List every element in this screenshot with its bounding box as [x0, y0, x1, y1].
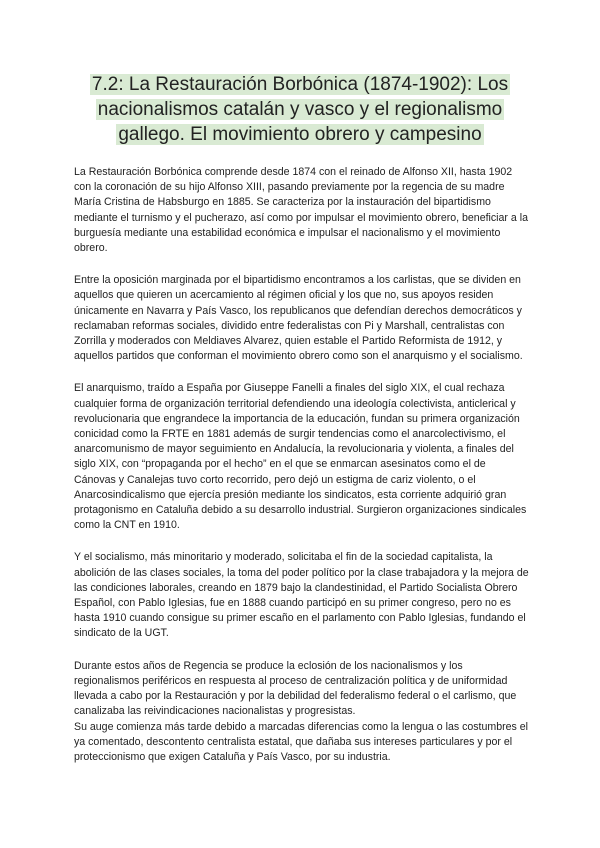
document-body [74, 165, 530, 782]
title-highlight: 7.2: La Restauración Borbónica (1874-1902): Los nacionalismos catalán y vasco y el regionalismo gallego. El movimiento obrero y campesino [91, 74, 509, 145]
paragraph-oposicion: Entre la oposición marginada por el bipartidismo encontramos a los carlistas, que se dividen en aquellos que quieren un acercamiento al régimen oficial y los que no, sus apoyos residen únicamente en Navarra y País Vasco, los republicanos que defendían derechos democráticos y reclamaban reformas sociales, dividido entre federalistas con Pi y Marshall, centralistas con Zorrilla y moderados con Meldiaves Alvarez, quien estable el Partido Reformista de 1912, y aquellos partidos que conforman el movimiento obrero como son el anarquismo y el socialismo. [74, 274, 523, 363]
paragraph-nacionalismos: Durante estos años de Regencia se produce la eclosión de los nacionalismos y los regionalismos periféricos en respuesta al proceso de centralización política y de uniformidad llevada a cabo por la Restauración y por la debilidad del federalismo federal o el carlismo, que canalizaba las reivindicaciones nacionalistas y progresistas. Su auge comienza más tarde debido a marcadas diferencias como la lengua o las costumbres el ya comentado, descontento centralista estatal, que dañaba sus intereses particulares y por el proteccionismo que exigen Cataluña y País Vasco, por su industria. [74, 659, 529, 763]
document-title [74, 72, 526, 147]
paragraph-anarquismo: El anarquismo, traído a España por Giuseppe Fanelli a finales del siglo XIX, el cual rechaza cualquier forma de organización territorial defendiendo una ideología colectivista, anticlerical y revolucionaria que engrandece la importancia de la educación, fundan su primera organización conicidad como la FRTE en 1881 además de surgir tendencias como el anarcolectivismo, el anarcomunismo de mayor seguimiento en Andalucía, la revolucionaria y violenta, a finales del siglo XIX, con “propaganda por el hecho” en el que se enmarcan asesinatos como el de Cánovas y Canalejas tuvo corto recorrido, pero dejó un estigma de cariz violento, o el Anarcosindicalismo que ejercía presión mediante los sindicatos, esta corriente adquirió gran protagonismo en Cataluña debido a su desarrollo industrial. Surgieron organizaciones sindicales como la CNT en 1910. [74, 382, 527, 532]
paragraph-socialismo: Y el socialismo, más minoritario y moderado, solicitaba el fin de la sociedad capitalista, la abolición de las clases sociales, la toma del poder político por la clase trabajadora y la mejora de las condiciones laborales, creando en 1879 bajo la clandestinidad, el Partido Socialista Obrero Español, con Pablo Iglesias, fue en 1888 cuando participó en su primer congreso, pero no es hasta 1910 cuando consigue su primer escaño en el parlamento con Pablo Iglesias, fundando el sindicato de la UGT. [74, 551, 529, 640]
paragraph-restauracion: La Restauración Borbónica comprende desde 1874 con el reinado de Alfonso XII, hasta 1902 con la coronación de su hijo Alfonso XIII, pasando previamente por la regencia de su madre María Cristina de Habsburgo en 1885. Se caracteriza por la instauración del bipartidismo mediante el turnismo y el pucherazo, así como por impulsar el movimiento obrero, beneficiar a la burguesía mediante una estabilidad económica e impulsar el nacionalismo y el movimiento obrero. [74, 166, 528, 255]
